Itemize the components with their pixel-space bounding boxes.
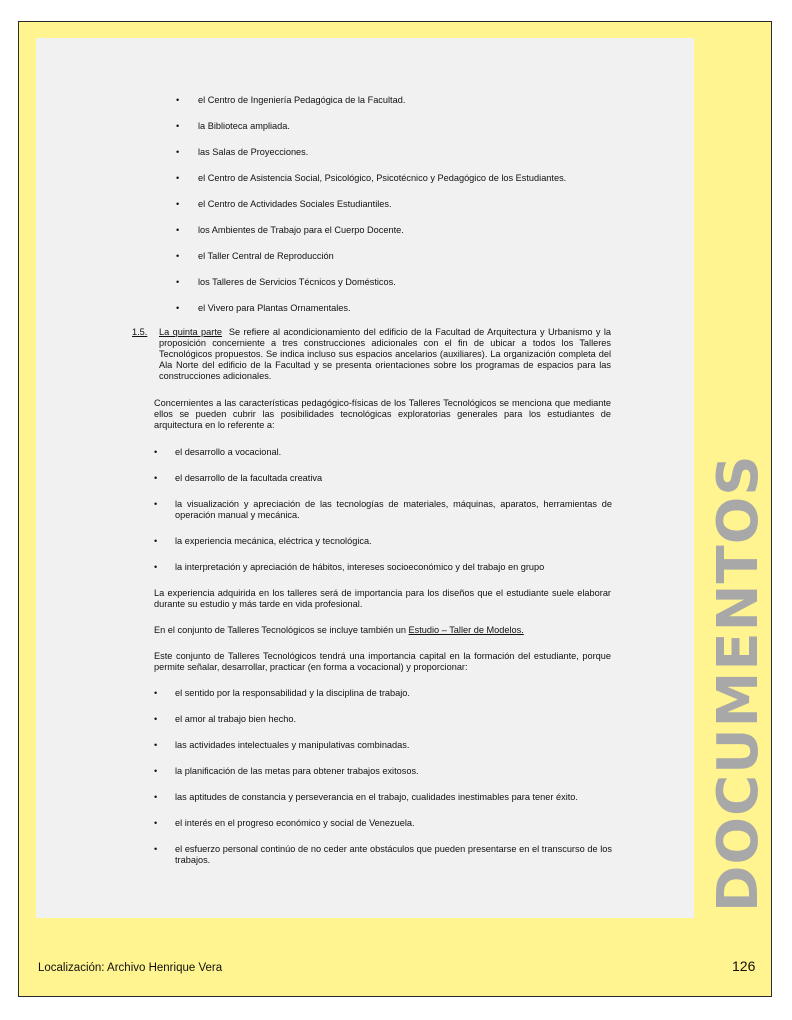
- section-number: 1.5.: [132, 327, 148, 337]
- list-item: • las aptitudes de constancia y perseverancia en el trabajo, cualidades inestimables para tener éxito.: [154, 792, 578, 802]
- list-item: • el desarrollo a vocacional.: [154, 447, 282, 457]
- studio-link: Estudio – Taller de Modelos.: [408, 625, 524, 635]
- paragraph: La experiencia adquirida en los talleres será de importancia para los diseños que el estudiante suele elaborar durante su estudio y más tarde en vida profesional.: [154, 588, 611, 609]
- paragraph: Concernientes a las características pedagógico-físicas de los Talleres Tecnológicos se menciona que mediante ellos se pueden cubrir las posibilidades tecnológicas exploratorias generales para los estudiantes de arquitectura en lo referente a:: [154, 398, 611, 430]
- list-item: • la visualización y apreciación de las tecnologías de materiales, máquinas, aparatos, herramientas de operación manual y mecánica.: [154, 499, 612, 520]
- list-item: • la interpretación y apreciación de hábitos, intereses socioeconómico y del trabajo en grupo: [154, 562, 545, 572]
- list-item: • el amor al trabajo bien hecho.: [154, 714, 297, 724]
- paragraph: En el conjunto de Talleres Tecnológicos se incluye también un Estudio – Taller de Modelos.: [154, 625, 524, 635]
- section-text: Se refiere al acondicionamiento del edificio de la Facultad de Arquitectura y Urbanismo y la proposición concerniente a tres construcciones adicionales con el fin de ubicar a todos los Talleres Tecnológicos propuestos. Se indica incluso sus espacios ancelarios (auxiliares). La organización completa del Ala Norte del edificio de la Facultad y se presenta orientaciones sobre los programas de espacios para las construcciones adicionales.: [159, 327, 611, 381]
- page-number: 126: [732, 958, 756, 974]
- list-item: • el sentido por la responsabilidad y la disciplina de trabajo.: [154, 688, 410, 698]
- list-item: • el desarrollo de la facultada creativa: [154, 473, 323, 483]
- sidebar-title: DOCUMENTOS: [706, 454, 771, 912]
- section-1-5: [132, 327, 611, 382]
- footer-location: Localización: Archivo Henrique Vera: [38, 962, 223, 974]
- list-item: • la planificación de las metas para obtener trabajos exitosos.: [154, 766, 419, 776]
- list-item: • las actividades intelectuales y manipulativas combinadas.: [154, 740, 410, 750]
- list-item: • el interés en el progreso económico y social de Venezuela.: [154, 818, 415, 828]
- section-title: La quinta parte: [159, 327, 222, 337]
- paragraph: Este conjunto de Talleres Tecnológicos tendrá una importancia capital en la formación del estudiante, porque permite señalar, desarrollar, practicar (en forma a vocacional) y proporcionar:: [154, 651, 611, 672]
- list-item: • la experiencia mecánica, eléctrica y tecnológica.: [154, 536, 372, 546]
- list-item: • el esfuerzo personal continúo de no ceder ante obstáculos que pueden presentarse en el transcurso de los trabajos.: [154, 844, 612, 865]
